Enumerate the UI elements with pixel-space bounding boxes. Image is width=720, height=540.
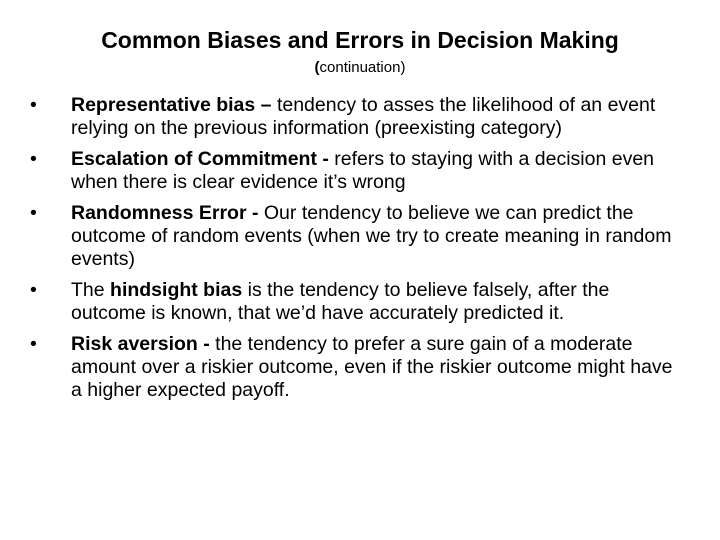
bullet-text: tendency to asses the likelihood of an event relying on the previous information (preexisting category) bbox=[71, 94, 656, 139]
bullet-list bbox=[26, 94, 676, 410]
slide-title: Common Biases and Errors in Decision Making bbox=[101, 27, 619, 53]
bullet-term: hindsight bias bbox=[110, 279, 243, 301]
bullet-item-escalation-of-commitment bbox=[26, 148, 676, 194]
bullet-marker: • bbox=[30, 279, 37, 301]
bullet-text: the tendency to prefer a sure gain of a moderate amount over a riskier outcome, even if the riskier outcome might have a higher expected payoff. bbox=[71, 333, 673, 401]
bullet-item-representative-bias bbox=[26, 94, 676, 140]
title-block bbox=[20, 24, 700, 79]
bullet-text: refers to staying with a decision even when there is clear evidence it’s wrong bbox=[71, 148, 655, 193]
subtitle-paren: ( bbox=[314, 59, 320, 76]
bullet-term: Escalation of Commitment - bbox=[71, 148, 335, 170]
bullet-term: Representative bias – bbox=[71, 94, 277, 116]
bullet-text: Our tendency to believe we can predict the outcome of random events (when we try to create meaning in random events) bbox=[71, 202, 672, 270]
bullet-item-risk-aversion bbox=[26, 333, 676, 402]
bullet-text: is the tendency to believe falsely, after the outcome is known, that we’d have accurately predicted it. bbox=[71, 279, 610, 324]
bullet-item-hindsight-bias bbox=[26, 279, 676, 325]
slide-subtitle bbox=[20, 57, 700, 79]
bullet-item-randomness-error bbox=[26, 202, 676, 271]
bullet-marker: • bbox=[30, 94, 37, 116]
bullet-term: Randomness Error - bbox=[71, 202, 264, 224]
subtitle-text: continuation) bbox=[319, 59, 406, 76]
bullet-term: Risk aversion - bbox=[71, 333, 216, 355]
bullet-lead: The bbox=[71, 279, 111, 301]
bullet-marker: • bbox=[30, 148, 37, 170]
bullet-marker: • bbox=[30, 202, 37, 224]
bullet-marker: • bbox=[30, 333, 37, 355]
